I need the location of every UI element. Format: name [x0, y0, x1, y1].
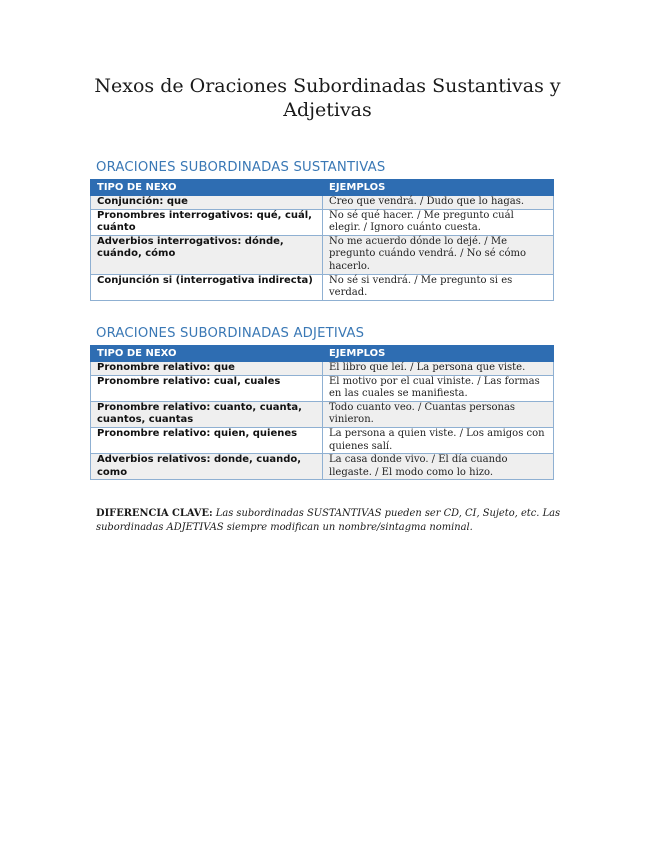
cell-ejemplo: El libro que leí. / La persona que viste.: [323, 362, 554, 376]
cell-ejemplo: No sé qué hacer. / Me pregunto cuál elegir. / Ignoro cuánto cuesta.: [323, 209, 554, 235]
table-adjetivas: [90, 345, 554, 480]
table-row: [91, 427, 554, 453]
cell-tipo: Pronombre relativo: cual, cuales: [91, 375, 323, 401]
cell-ejemplo: La casa donde vivo. / El día cuando llegaste. / El modo como lo hizo.: [323, 454, 554, 480]
table-row: [91, 235, 554, 274]
cell-tipo: Adverbios interrogativos: dónde, cuándo, cómo: [91, 235, 323, 274]
cell-tipo: Conjunción si (interrogativa indirecta): [91, 274, 323, 300]
cell-ejemplo: Creo que vendrá. / Dudo que lo hagas.: [323, 196, 554, 210]
cell-tipo: Pronombres interrogativos: qué, cuál, cuánto: [91, 209, 323, 235]
column-header-ejemplos: EJEMPLOS: [323, 180, 554, 196]
cell-tipo: Pronombre relativo: que: [91, 362, 323, 376]
column-header-ejemplos: EJEMPLOS: [323, 346, 554, 362]
document-title-line-2: Adjetivas: [283, 99, 372, 121]
table-row: [91, 401, 554, 427]
key-difference-note: [96, 507, 566, 535]
section-heading-sustantivas: ORACIONES SUBORDINADAS SUSTANTIVAS: [96, 160, 386, 175]
table-row: [91, 362, 554, 376]
column-header-tipo: TIPO DE NEXO: [91, 180, 323, 196]
table-row: [91, 274, 554, 300]
table-sustantivas: [90, 179, 554, 301]
table-row: [91, 209, 554, 235]
table-row: [91, 454, 554, 480]
table-row: [91, 196, 554, 210]
cell-tipo: Pronombre relativo: cuanto, cuanta, cuantos, cuantas: [91, 401, 323, 427]
note-text: Las subordinadas SUSTANTIVAS pueden ser CD, CI, Sujeto, etc. Las subordinadas ADJETIVAS siempre modifican un nombre/sintagma nominal.: [96, 508, 561, 533]
cell-ejemplo: Todo cuanto veo. / Cuantas personas vinieron.: [323, 401, 554, 427]
cell-tipo: Pronombre relativo: quien, quienes: [91, 427, 323, 453]
table-header-row: [91, 346, 554, 362]
document-title-line-1: Nexos de Oraciones Subordinadas Sustantivas y: [94, 75, 561, 97]
cell-ejemplo: La persona a quien viste. / Los amigos con quienes salí.: [323, 427, 554, 453]
cell-ejemplo: El motivo por el cual viniste. / Las formas en las cuales se manifiesta.: [323, 375, 554, 401]
document-title: [60, 74, 595, 122]
table-row: [91, 375, 554, 401]
note-label: DIFERENCIA CLAVE:: [96, 508, 213, 519]
section-heading-adjetivas: ORACIONES SUBORDINADAS ADJETIVAS: [96, 326, 365, 341]
cell-ejemplo: No sé si vendrá. / Me pregunto si es verdad.: [323, 274, 554, 300]
cell-tipo: Conjunción: que: [91, 196, 323, 210]
cell-tipo: Adverbios relativos: donde, cuando, como: [91, 454, 323, 480]
table-header-row: [91, 180, 554, 196]
cell-ejemplo: No me acuerdo dónde lo dejé. / Me pregunto cuándo vendrá. / No sé cómo hacerlo.: [323, 235, 554, 274]
column-header-tipo: TIPO DE NEXO: [91, 346, 323, 362]
